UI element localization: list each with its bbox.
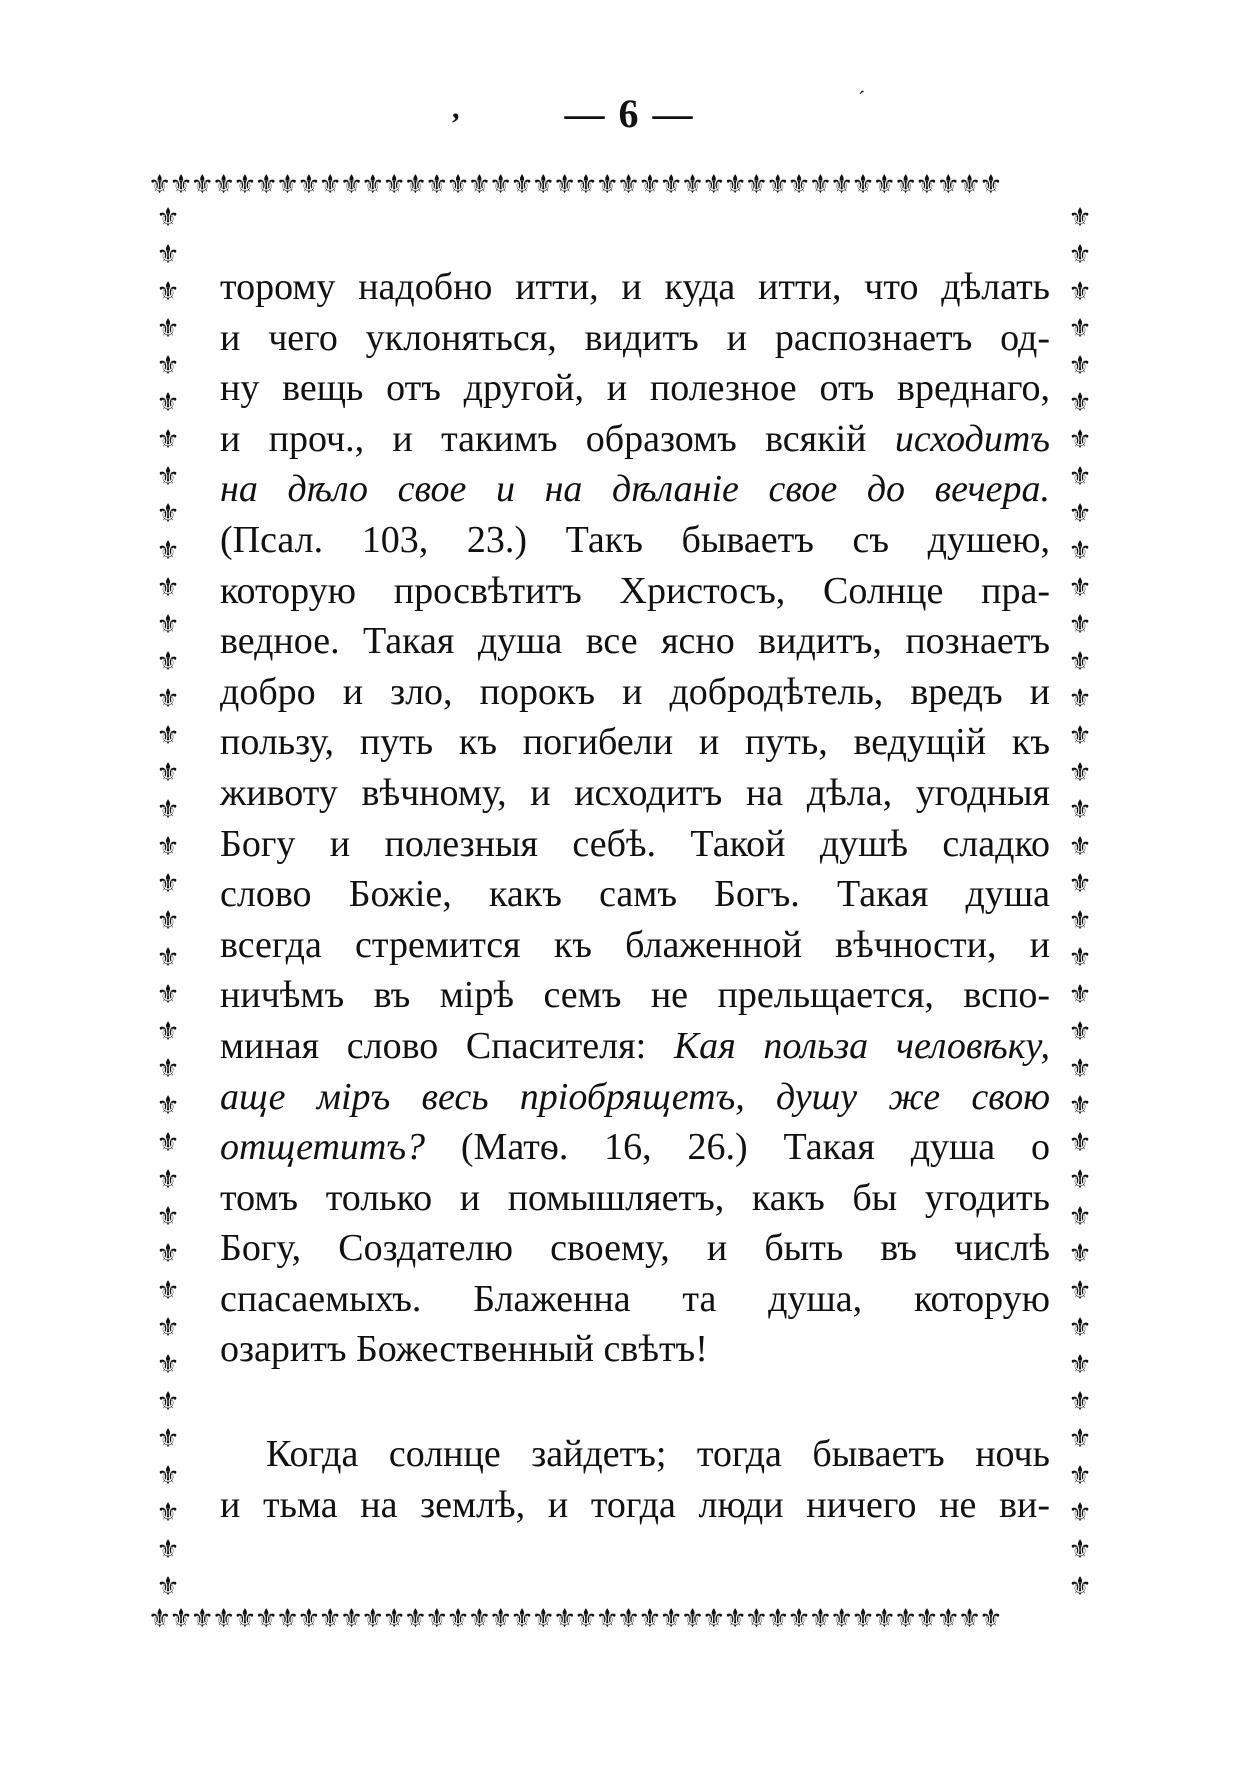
text-line: озаритъ Божественный свѣтъ! — [220, 1328, 708, 1371]
ornament-glyph: ⚜ — [156, 869, 180, 899]
ornament-glyph: ⚜ — [1068, 573, 1092, 603]
text-fragment: миная слово Спасителя: — [220, 1024, 647, 1067]
ornament-glyph: ⚜ — [156, 832, 180, 862]
ornament-glyph: ⚜ — [1068, 1424, 1092, 1454]
ornament-glyph: ⚜ — [339, 170, 362, 200]
text-line: спасаемыхъ. Блаженна та душа, которую — [220, 1277, 1050, 1320]
ornament-glyph: ⚜ — [936, 170, 958, 200]
text-line: и тьма на землѣ, и тогда люди ничего не ви- — [220, 1483, 1050, 1526]
ornament-glyph: ⚜ — [638, 170, 660, 200]
text-line: торому надобно итти, и куда итти, что дѣлать — [220, 266, 1050, 308]
ornament-glyph: ⚜ — [979, 1604, 1001, 1634]
ornament-glyph: ⚜ — [1068, 795, 1092, 825]
ornament-glyph: ⚜ — [1068, 277, 1092, 307]
text-line: (Псал. 103, 23.) Такъ бываетъ съ душею, — [220, 518, 1050, 561]
ornament-glyph: ⚜ — [616, 170, 639, 200]
ornament-glyph: ⚜ — [156, 721, 180, 751]
ornament-glyph: ⚜ — [156, 1276, 180, 1306]
ornament-glyph: ⚜ — [723, 1604, 745, 1634]
ornament-glyph: ⚜ — [702, 170, 724, 200]
ornament-glyph: ⚜ — [156, 795, 180, 825]
page-text — [220, 262, 1050, 1530]
ornament-glyph: ⚜ — [1068, 499, 1092, 529]
ornament-glyph: ⚜ — [830, 170, 852, 200]
ornament-glyph: ⚜ — [1068, 1498, 1092, 1528]
ornament-glyph: ⚜ — [531, 170, 553, 200]
ornament-glyph: ⚜ — [1068, 721, 1092, 751]
ornament-glyph: ⚜ — [1068, 647, 1092, 677]
ornament-glyph: ⚜ — [156, 1498, 180, 1528]
text-line: слово Божіе, какъ самъ Богъ. Такая душа — [220, 873, 1050, 916]
ornament-glyph: ⚜ — [156, 1350, 180, 1380]
text-line — [220, 464, 1050, 515]
ornament-glyph: ⚜ — [915, 1604, 937, 1634]
ornament-glyph: ⚜ — [1068, 1054, 1092, 1084]
ornament-glyph: ⚜ — [1068, 425, 1092, 455]
border-right — [1060, 200, 1100, 1604]
ornament-glyph: ⚜ — [979, 170, 1001, 200]
ornament-glyph: ⚜ — [156, 1091, 180, 1121]
ornament-glyph: ⚜ — [574, 1604, 596, 1634]
ornament-glyph: ⚜ — [659, 1604, 681, 1634]
ornament-glyph: ⚜ — [595, 1604, 617, 1634]
ornament-glyph: ⚜ — [1068, 1572, 1092, 1602]
ornament-glyph: ⚜ — [156, 277, 180, 307]
ornament-glyph: ⚜ — [156, 1017, 180, 1047]
ornament-glyph: ⚜ — [382, 170, 404, 200]
ornament-glyph: ⚜ — [403, 1604, 426, 1634]
ornament-glyph: ⚜ — [489, 170, 511, 200]
ornament-glyph: ⚜ — [156, 388, 180, 418]
ornament-glyph: ⚜ — [1068, 1128, 1092, 1158]
border-top — [148, 170, 1100, 200]
ornament-glyph: ⚜ — [1068, 832, 1092, 862]
text-line: Богу и полезныя себѣ. Такой душѣ сладко — [220, 822, 1050, 865]
ornament-glyph: ⚜ — [275, 170, 298, 200]
ornament-glyph: ⚜ — [766, 170, 788, 200]
ornament-glyph: ⚜ — [1068, 1239, 1092, 1269]
ornament-glyph: ⚜ — [957, 1604, 980, 1634]
ornament-glyph: ⚜ — [1068, 1017, 1092, 1047]
ornament-glyph: ⚜ — [1068, 1387, 1092, 1417]
text-fragment: и проч., и такимъ образомъ всякій — [220, 417, 867, 460]
ornament-glyph: ⚜ — [1068, 610, 1092, 640]
ornament-glyph: ⚜ — [787, 170, 809, 200]
ornament-glyph: ⚜ — [156, 240, 180, 270]
ornament-glyph: ⚜ — [830, 1604, 852, 1634]
ornament-glyph: ⚜ — [808, 1604, 830, 1634]
ornament-glyph: ⚜ — [915, 170, 937, 200]
ornament-glyph: ⚜ — [156, 314, 180, 344]
ornament-glyph: ⚜ — [425, 170, 447, 200]
ornament-glyph: ⚜ — [446, 1604, 468, 1634]
italic-fragment: отщетитъ? — [220, 1126, 426, 1169]
ornament-glyph: ⚜ — [361, 1604, 383, 1634]
italic-fragment: на дѣло свое и на дѣланіе свое до вечера. — [220, 468, 1050, 511]
ornament-glyph: ⚜ — [318, 1604, 340, 1634]
ornament-glyph: ⚜ — [156, 536, 180, 566]
ornament-glyph: ⚜ — [851, 1604, 873, 1634]
ornament-glyph: ⚜ — [446, 170, 468, 200]
ornament-glyph: ⚜ — [233, 170, 255, 200]
ornament-glyph: ⚜ — [1068, 1276, 1092, 1306]
ornament-glyph: ⚜ — [156, 499, 180, 529]
ornament-glyph: ⚜ — [1068, 388, 1092, 418]
ornament-glyph: ⚜ — [156, 1535, 180, 1565]
ornament-glyph: ⚜ — [156, 462, 180, 492]
text-line: и чего уклоняться, видитъ и распознаетъ од- — [220, 316, 1050, 359]
ornament-glyph: ⚜ — [467, 170, 489, 200]
ornament-glyph: ⚜ — [156, 1461, 180, 1491]
ornament-glyph: ⚜ — [872, 170, 894, 200]
ornament-glyph: ⚜ — [1068, 869, 1092, 899]
ornament-glyph: ⚜ — [156, 1387, 180, 1417]
ornament-glyph: ⚜ — [156, 1424, 180, 1454]
text-line: томъ только и помышляетъ, какъ бы угодить — [220, 1176, 1050, 1219]
ornament-glyph: ⚜ — [893, 170, 916, 200]
ornament-glyph: ⚜ — [1068, 1313, 1092, 1343]
border-bottom — [148, 1604, 1100, 1634]
text-line — [220, 1072, 1050, 1123]
ornament-glyph: ⚜ — [169, 1604, 191, 1634]
ornament-glyph: ⚜ — [616, 1604, 639, 1634]
ornament-glyph: ⚜ — [156, 203, 180, 233]
ornament-glyph: ⚜ — [156, 684, 180, 714]
ornament-glyph: ⚜ — [489, 1604, 511, 1634]
ornament-glyph: ⚜ — [936, 1604, 958, 1634]
ornament-glyph: ⚜ — [190, 1604, 212, 1634]
ornament-glyph: ⚜ — [1068, 1091, 1092, 1121]
ornament-glyph: ⚜ — [156, 980, 180, 1010]
ornament-glyph: ⚜ — [403, 170, 426, 200]
ornament-glyph: ⚜ — [1068, 943, 1092, 973]
ornament-glyph: ⚜ — [851, 170, 873, 200]
ornament-glyph: ⚜ — [156, 758, 180, 788]
ornament-glyph: ⚜ — [156, 943, 180, 973]
ornament-glyph: ⚜ — [467, 1604, 489, 1634]
ornament-glyph: ⚜ — [156, 1128, 180, 1158]
ornament-glyph: ⚜ — [1068, 314, 1092, 344]
text-line: пользу, путь къ погибели и путь, ведущій къ — [220, 721, 1050, 764]
ornament-glyph: ⚜ — [552, 170, 575, 200]
ornament-glyph: ⚜ — [297, 170, 319, 200]
ornament-glyph: ⚜ — [297, 1604, 319, 1634]
ornament-glyph: ⚜ — [156, 573, 180, 603]
ornament-glyph: ⚜ — [766, 1604, 788, 1634]
ornament-glyph: ⚜ — [1068, 1165, 1092, 1195]
ornament-glyph: ⚜ — [680, 1604, 703, 1634]
ornament-glyph: ⚜ — [148, 1604, 170, 1634]
ornament-glyph: ⚜ — [156, 647, 180, 677]
italic-fragment: аще міръ весь пріобрящетъ, душу же свою — [220, 1075, 1050, 1118]
ornament-glyph: ⚜ — [156, 1054, 180, 1084]
page-header — [0, 86, 1259, 150]
ornament-glyph: ⚜ — [1068, 1202, 1092, 1232]
text-line: ничѣмъ въ мірѣ семъ не прельщается, вспо- — [220, 974, 1050, 1017]
ornament-glyph: ⚜ — [510, 170, 532, 200]
ornament-glyph: ⚜ — [638, 1604, 660, 1634]
ornament-glyph: ⚜ — [1068, 1535, 1092, 1565]
ornament-glyph: ⚜ — [552, 1604, 575, 1634]
ornament-glyph: ⚜ — [659, 170, 681, 200]
italic-fragment: Кая польза человѣку, — [673, 1024, 1051, 1067]
ornament-glyph: ⚜ — [872, 1604, 894, 1634]
ornament-glyph: ⚜ — [744, 170, 767, 200]
ornament-glyph: ⚜ — [318, 170, 340, 200]
ornament-glyph: ⚜ — [156, 610, 180, 640]
ornament-glyph: ⚜ — [1068, 906, 1092, 936]
ornament-glyph: ⚜ — [156, 1202, 180, 1232]
ornament-glyph: ⚜ — [254, 170, 276, 200]
ornament-glyph: ⚜ — [156, 906, 180, 936]
ornament-glyph: ⚜ — [156, 1239, 180, 1269]
ornament-glyph: ⚜ — [211, 170, 234, 200]
ornament-glyph: ⚜ — [156, 1572, 180, 1602]
ornament-glyph: ⚜ — [808, 170, 830, 200]
ornament-glyph: ⚜ — [361, 170, 383, 200]
text-line: ну вещь отъ другой, и полезное отъ вреднаго, — [220, 367, 1050, 410]
text-fragment: (Матѳ. 16, 26.) Такая душа о — [460, 1126, 1050, 1169]
text-line — [220, 1122, 1050, 1173]
ornament-glyph: ⚜ — [1068, 758, 1092, 788]
border-left — [148, 200, 188, 1604]
ornament-glyph: ⚜ — [1068, 536, 1092, 566]
print-speck: ´ — [858, 86, 866, 111]
ornament-glyph: ⚜ — [1068, 684, 1092, 714]
ornament-glyph: ⚜ — [169, 170, 191, 200]
ornament-glyph: ⚜ — [339, 1604, 362, 1634]
ornament-glyph: ⚜ — [156, 425, 180, 455]
ornament-glyph: ⚜ — [233, 1604, 255, 1634]
paragraph-gap — [220, 1375, 1050, 1429]
print-speck: , — [452, 92, 460, 125]
text-line: которую просвѣтитъ Христосъ, Солнце пра- — [220, 569, 1050, 612]
ornament-glyph: ⚜ — [510, 1604, 532, 1634]
text-line — [220, 1021, 1050, 1072]
ornament-glyph: ⚜ — [680, 170, 703, 200]
ornament-glyph: ⚜ — [275, 1604, 298, 1634]
ornament-glyph: ⚜ — [744, 1604, 767, 1634]
ornament-glyph: ⚜ — [1068, 1350, 1092, 1380]
ornament-glyph: ⚜ — [1068, 980, 1092, 1010]
ornament-glyph: ⚜ — [1068, 240, 1092, 270]
ornament-glyph: ⚜ — [1068, 462, 1092, 492]
ornament-glyph: ⚜ — [893, 1604, 916, 1634]
ornament-glyph: ⚜ — [1068, 203, 1092, 233]
ornament-glyph: ⚜ — [1068, 351, 1092, 381]
ornament-glyph: ⚜ — [787, 1604, 809, 1634]
ornament-glyph: ⚜ — [531, 1604, 553, 1634]
text-line: животу вѣчному, и исходитъ на дѣла, угодныя — [220, 771, 1050, 814]
ornament-glyph: ⚜ — [156, 351, 180, 381]
text-line: добро и зло, порокъ и добродѣтель, вредъ и — [220, 670, 1050, 713]
ornament-glyph: ⚜ — [211, 1604, 234, 1634]
ornament-glyph: ⚜ — [156, 1313, 180, 1343]
text-line: Богу, Создателю своему, и быть въ числѣ — [220, 1227, 1050, 1270]
ornament-glyph: ⚜ — [148, 170, 170, 200]
ornament-glyph: ⚜ — [723, 170, 745, 200]
ornament-glyph: ⚜ — [957, 170, 980, 200]
ornament-glyph: ⚜ — [425, 1604, 447, 1634]
ornament-glyph: ⚜ — [156, 1165, 180, 1195]
text-line: всегда стремится къ блаженной вѣчности, и — [220, 923, 1050, 966]
ornament-glyph: ⚜ — [702, 1604, 724, 1634]
text-line: Когда солнце зайдетъ; тогда бываетъ ночь — [266, 1433, 1050, 1476]
italic-fragment: исходитъ — [894, 417, 1050, 460]
text-line: ведное. Такая душа все ясно видитъ, познаетъ — [220, 620, 1050, 663]
ornament-glyph: ⚜ — [595, 170, 617, 200]
text-line — [220, 414, 1050, 465]
ornament-glyph: ⚜ — [254, 1604, 276, 1634]
page-number: — 6 — — [564, 91, 695, 136]
ornament-glyph: ⚜ — [382, 1604, 404, 1634]
ornament-glyph: ⚜ — [574, 170, 596, 200]
ornament-glyph: ⚜ — [1068, 1461, 1092, 1491]
ornament-glyph: ⚜ — [190, 170, 212, 200]
